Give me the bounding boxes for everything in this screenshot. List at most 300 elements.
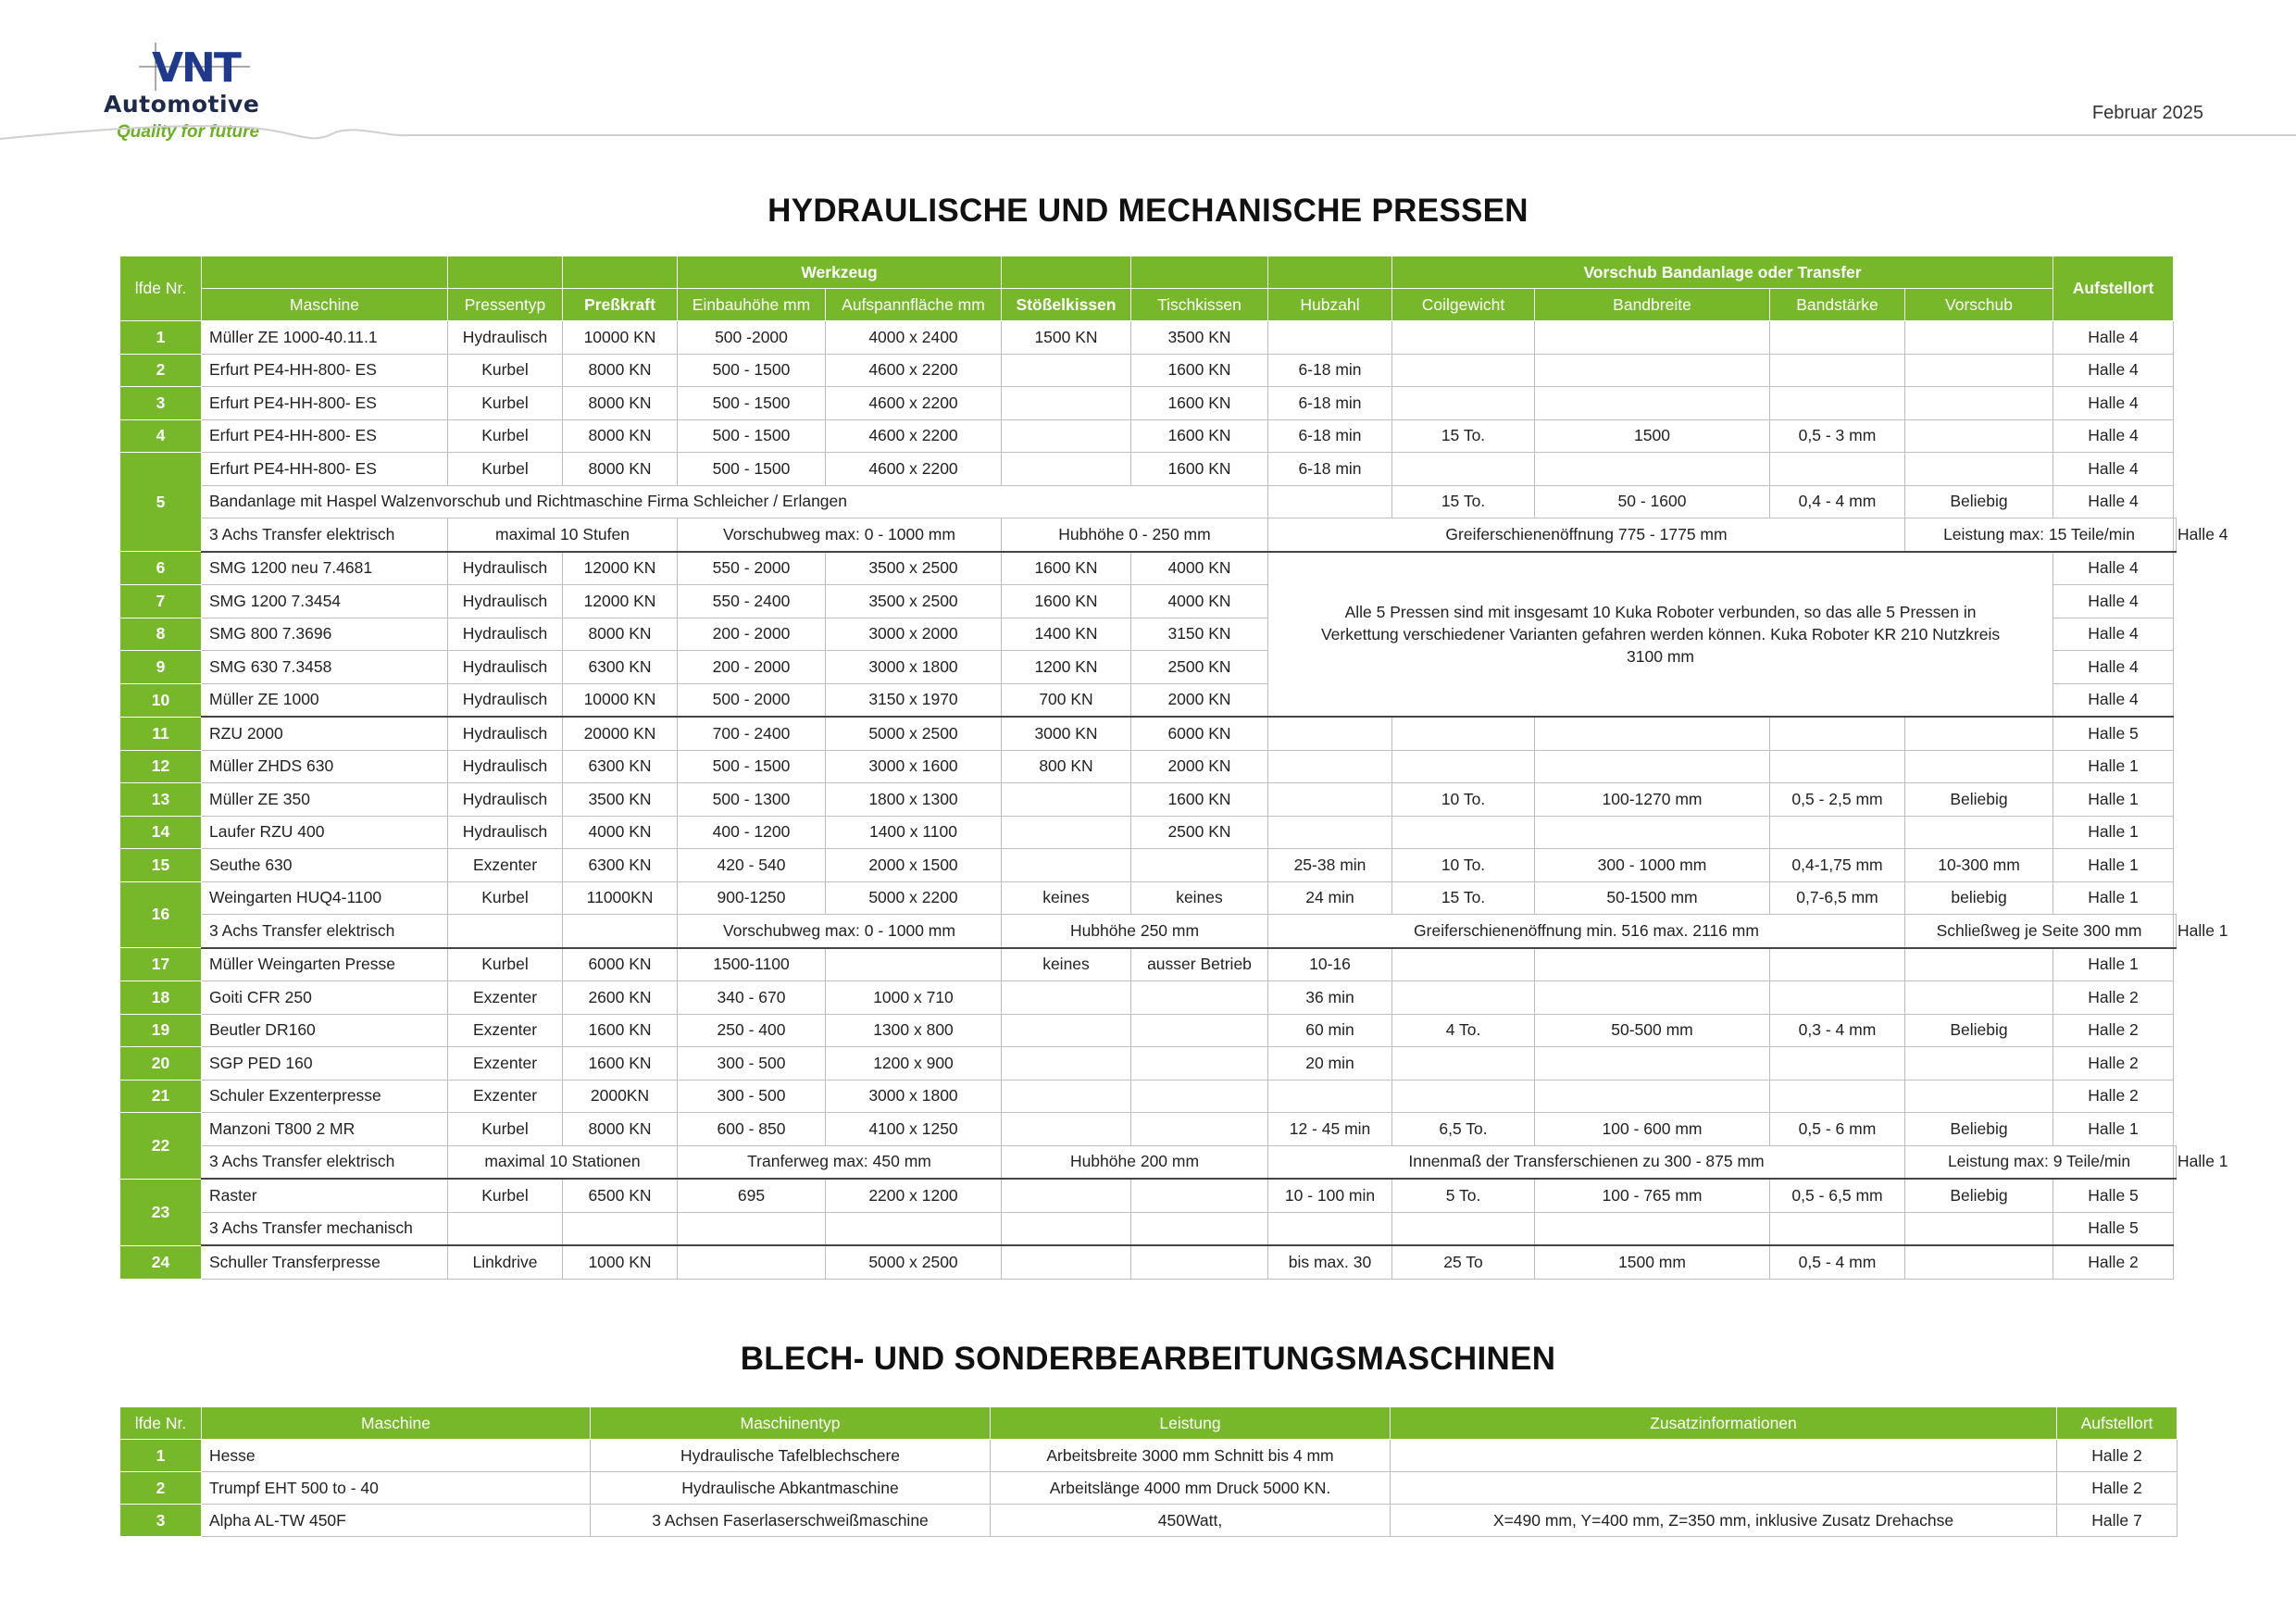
cell xyxy=(1905,453,2053,486)
cell: 900-1250 xyxy=(678,881,826,915)
cell: 300 - 1000 mm xyxy=(1535,849,1770,882)
cell-maschine: Müller ZE 1000-40.11.1 xyxy=(202,321,448,355)
cell xyxy=(1535,981,1770,1015)
cell: 0,4-1,75 mm xyxy=(1770,849,1905,882)
table-row xyxy=(120,485,2177,518)
cell: 1500 xyxy=(1535,419,1770,453)
cell: Kurbel xyxy=(448,419,563,453)
brand-automotive: Automotive xyxy=(104,91,260,118)
cell-maschine: 3 Achs Transfer mechanisch xyxy=(202,1212,448,1245)
cell xyxy=(1002,981,1131,1015)
cell-maschine: Trumpf EHT 500 to - 40 xyxy=(202,1472,591,1505)
cell xyxy=(1002,1047,1131,1081)
cell: 11000KN xyxy=(563,881,678,915)
cell: 300 - 500 xyxy=(678,1080,826,1113)
cell: 15 To. xyxy=(1392,881,1535,915)
cell: ausser Betrieb xyxy=(1131,948,1268,981)
cell: 3 Achsen Faserlaserschweißmaschine xyxy=(591,1505,991,1537)
cell-maschine: SMG 630 7.3458 xyxy=(202,651,448,684)
cell xyxy=(1770,453,1905,486)
cell xyxy=(1905,1047,2053,1081)
row-number: 2 xyxy=(120,1472,202,1505)
cell: Halle 4 xyxy=(2174,518,2177,552)
cell xyxy=(1131,1113,1268,1146)
cell: 3150 KN xyxy=(1131,618,1268,651)
cell: 3000 x 1800 xyxy=(826,1080,1002,1113)
row-number: 8 xyxy=(120,618,202,651)
cell xyxy=(1392,750,1535,783)
cell: 1200 x 900 xyxy=(826,1047,1002,1081)
cell: Hydraulisch xyxy=(448,717,563,750)
cell xyxy=(563,915,678,948)
cell: 6-18 min xyxy=(1268,419,1392,453)
cell: 4000 KN xyxy=(1131,552,1268,585)
row-number: 20 xyxy=(120,1047,202,1081)
cell xyxy=(1905,1245,2053,1279)
cell xyxy=(1392,1080,1535,1113)
cell: 1000 x 710 xyxy=(826,981,1002,1015)
cell: 2500 KN xyxy=(1131,816,1268,849)
cell: 500 - 1500 xyxy=(678,354,826,387)
cell: Halle 1 xyxy=(2174,915,2177,948)
cell: 500 - 1500 xyxy=(678,453,826,486)
cell-maschine: Erfurt PE4-HH-800- ES xyxy=(202,354,448,387)
col-ort: Aufstellort xyxy=(2053,256,2174,321)
cell: Hubhöhe 0 - 250 mm xyxy=(1002,518,1268,552)
cell: 0,5 - 6,5 mm xyxy=(1770,1179,1905,1212)
cell: 3000 KN xyxy=(1002,717,1131,750)
table-row xyxy=(120,419,2177,453)
cell-maschine: Schuler Exzenterpresse xyxy=(202,1080,448,1113)
table-row xyxy=(120,849,2177,882)
cell: 6300 KN xyxy=(563,651,678,684)
cell: Halle 1 xyxy=(2053,1113,2174,1146)
cell-maschine: SMG 800 7.3696 xyxy=(202,618,448,651)
cell xyxy=(1535,453,1770,486)
cell: Kurbel xyxy=(448,1179,563,1212)
cell-maschine: Müller ZE 1000 xyxy=(202,683,448,717)
cell: Hydraulisch xyxy=(448,585,563,618)
row-number: 4 xyxy=(120,419,202,453)
col-stoessel: Stößelkissen xyxy=(1002,289,1131,321)
cell: Halle 1 xyxy=(2053,783,2174,817)
cell xyxy=(1535,1047,1770,1081)
cell-maschine: SMG 1200 neu 7.4681 xyxy=(202,552,448,585)
table-row xyxy=(120,881,2177,915)
row-number: 2 xyxy=(120,354,202,387)
cell xyxy=(1905,981,2053,1015)
cell xyxy=(1770,321,1905,355)
cell: 0,5 - 2,5 mm xyxy=(1770,783,1905,817)
col-vorschub: Vorschub xyxy=(1905,289,2053,321)
cell: 0,5 - 6 mm xyxy=(1770,1113,1905,1146)
cell: 2200 x 1200 xyxy=(826,1179,1002,1212)
col-presskraft: Preßkraft xyxy=(563,289,678,321)
cell-maschine: Raster xyxy=(202,1179,448,1212)
cell xyxy=(1535,948,1770,981)
cell: 550 - 2400 xyxy=(678,585,826,618)
row-number: 3 xyxy=(120,1505,202,1537)
row-number: 1 xyxy=(120,1440,202,1472)
table-row xyxy=(120,948,2177,981)
cell: 0,4 - 4 mm xyxy=(1770,485,1905,518)
row-number: 11 xyxy=(120,717,202,750)
cell xyxy=(826,948,1002,981)
col-einbauhoehe: Einbauhöhe mm xyxy=(678,289,826,321)
cell: 3000 x 1800 xyxy=(826,651,1002,684)
row-number: 15 xyxy=(120,849,202,882)
cell: 4600 x 2200 xyxy=(826,419,1002,453)
table-row xyxy=(120,783,2177,817)
cell: keines xyxy=(1131,881,1268,915)
table-row xyxy=(120,915,2177,948)
cell xyxy=(1905,354,2053,387)
cell: 1000 KN xyxy=(563,1245,678,1279)
cell: 10-16 xyxy=(1268,948,1392,981)
cell xyxy=(678,1245,826,1279)
cell xyxy=(1535,1212,1770,1245)
cell: 25 To xyxy=(1392,1245,1535,1279)
col-maschine: Maschine xyxy=(202,289,448,321)
cell: Kurbel xyxy=(448,387,563,420)
cell: 50-500 mm xyxy=(1535,1014,1770,1047)
cell: 200 - 2000 xyxy=(678,618,826,651)
cell: 5000 x 2500 xyxy=(826,1245,1002,1279)
cell xyxy=(1770,816,1905,849)
cell: 10 To. xyxy=(1392,783,1535,817)
row-number: 1 xyxy=(120,321,202,355)
cell xyxy=(1131,849,1268,882)
cell: Kurbel xyxy=(448,1113,563,1146)
cell-maschine: Müller ZHDS 630 xyxy=(202,750,448,783)
cell: Vorschubweg max: 0 - 1000 mm xyxy=(678,915,1002,948)
table-row xyxy=(120,981,2177,1015)
cell-maschine: Manzoni T800 2 MR xyxy=(202,1113,448,1146)
row-number: 6 xyxy=(120,552,202,585)
cell: 36 min xyxy=(1268,981,1392,1015)
table-row xyxy=(120,1080,2177,1113)
col-hubzahl: Hubzahl xyxy=(1268,289,1392,321)
table-row xyxy=(120,321,2177,355)
cell-maschine: Schuller Transferpresse xyxy=(202,1245,448,1279)
cell xyxy=(1391,1440,2057,1472)
cell: 8000 KN xyxy=(563,387,678,420)
cell: 12 - 45 min xyxy=(1268,1113,1392,1146)
col-aufspann: Aufspannfläche mm xyxy=(826,289,1002,321)
cell: 450Watt, xyxy=(991,1505,1391,1537)
cell-maschine: Laufer RZU 400 xyxy=(202,816,448,849)
cell xyxy=(1002,387,1131,420)
cell xyxy=(448,915,563,948)
cell: Hubhöhe 200 mm xyxy=(1002,1145,1268,1179)
row-number: 7 xyxy=(120,585,202,618)
table-row xyxy=(120,750,2177,783)
cell: 25-38 min xyxy=(1268,849,1392,882)
table-row xyxy=(120,1245,2177,1279)
cell: 100 - 765 mm xyxy=(1535,1179,1770,1212)
cell: 5000 x 2500 xyxy=(826,717,1002,750)
col-group-werkzeug: Werkzeug xyxy=(678,256,1002,289)
cell: Halle 4 xyxy=(2053,453,2174,486)
cell: 2000KN xyxy=(563,1080,678,1113)
cell xyxy=(1392,354,1535,387)
cell: 6,5 To. xyxy=(1392,1113,1535,1146)
cell: 4600 x 2200 xyxy=(826,453,1002,486)
cell: Halle 4 xyxy=(2053,552,2174,585)
table-row xyxy=(120,453,2177,486)
row-number: 5 xyxy=(120,453,202,552)
cell: Hydraulisch xyxy=(448,683,563,717)
row-number: 21 xyxy=(120,1080,202,1113)
robot-note: Alle 5 Pressen sind mit insgesamt 10 Kuka Roboter verbunden, so das alle 5 Pressen in Verkettung verschiedener Varianten gefahren werden können. Kuka Roboter KR 210 Nutzkreis 3100 mm xyxy=(1268,552,2053,718)
cell: 6-18 min xyxy=(1268,354,1392,387)
cell: Greiferschienenöffnung min. 516 max. 2116 mm xyxy=(1268,915,1905,948)
cell: Beliebig xyxy=(1905,783,2053,817)
cell: Hydraulische Abkantmaschine xyxy=(591,1472,991,1505)
cell: 50 - 1600 xyxy=(1535,485,1770,518)
table-row xyxy=(120,354,2177,387)
cell: Halle 4 xyxy=(2053,321,2174,355)
row-number: 10 xyxy=(120,683,202,717)
cell xyxy=(1535,750,1770,783)
table-row xyxy=(120,1505,2177,1537)
cell: 1600 KN xyxy=(563,1047,678,1081)
cell: 250 - 400 xyxy=(678,1014,826,1047)
cell-maschine: 3 Achs Transfer elektrisch xyxy=(202,915,448,948)
cell: Kurbel xyxy=(448,453,563,486)
cell: Halle 1 xyxy=(2053,849,2174,882)
cell: 1600 KN xyxy=(563,1014,678,1047)
col-ort: Aufstellort xyxy=(2057,1407,2177,1440)
cell: 340 - 670 xyxy=(678,981,826,1015)
cell: Beliebig xyxy=(1905,485,2053,518)
col-coil: Coilgewicht xyxy=(1392,289,1535,321)
cell: 2600 KN xyxy=(563,981,678,1015)
cell: Halle 1 xyxy=(2053,881,2174,915)
cell xyxy=(1002,849,1131,882)
table-row xyxy=(120,1472,2177,1505)
cell-maschine: 3 Achs Transfer elektrisch xyxy=(202,1145,448,1179)
cell xyxy=(1002,453,1131,486)
cell: 3500 KN xyxy=(563,783,678,817)
cell xyxy=(1905,387,2053,420)
cell: 4000 x 2400 xyxy=(826,321,1002,355)
table-row xyxy=(120,1179,2177,1212)
cell xyxy=(1905,1080,2053,1113)
cell xyxy=(826,1212,1002,1245)
brand-slogan: Quality for future xyxy=(117,122,260,142)
cell-maschine: Seuthe 630 xyxy=(202,849,448,882)
cell: maximal 10 Stationen xyxy=(448,1145,678,1179)
cell: 500 - 1500 xyxy=(678,750,826,783)
cell-maschine: Beutler DR160 xyxy=(202,1014,448,1047)
row-number: 9 xyxy=(120,651,202,684)
cell: 50-1500 mm xyxy=(1535,881,1770,915)
cell: Schließweg je Seite 300 mm xyxy=(1905,915,2174,948)
table-subheader-row xyxy=(120,289,2177,321)
cell: 10000 KN xyxy=(563,683,678,717)
table-row xyxy=(120,816,2177,849)
cell: 800 KN xyxy=(1002,750,1131,783)
cell: 12000 KN xyxy=(563,552,678,585)
cell: Hydraulisch xyxy=(448,651,563,684)
table-row xyxy=(120,717,2177,750)
cell: 6300 KN xyxy=(563,750,678,783)
cell: 12000 KN xyxy=(563,585,678,618)
cell: Halle 2 xyxy=(2053,1047,2174,1081)
cell: Exzenter xyxy=(448,1047,563,1081)
svg-text:VNT: VNT xyxy=(152,44,240,92)
col-zusatz: Zusatzinformationen xyxy=(1391,1407,2057,1440)
row-number: 17 xyxy=(120,948,202,981)
cell-maschine: SMG 1200 7.3454 xyxy=(202,585,448,618)
cell: 4000 KN xyxy=(1131,585,1268,618)
col-tisch: Tischkissen xyxy=(1131,289,1268,321)
cell xyxy=(1268,717,1392,750)
cell-maschine: Erfurt PE4-HH-800- ES xyxy=(202,453,448,486)
cell xyxy=(1770,981,1905,1015)
section-title-presses: HYDRAULISCHE UND MECHANISCHE PRESSEN xyxy=(767,193,1529,229)
cell xyxy=(1905,750,2053,783)
cell: 10-300 mm xyxy=(1905,849,2053,882)
cell: Kurbel xyxy=(448,948,563,981)
cell: 1600 KN xyxy=(1131,419,1268,453)
cell: Halle 5 xyxy=(2053,1179,2174,1212)
table-row xyxy=(120,1047,2177,1081)
cell: Halle 4 xyxy=(2053,683,2174,717)
cell: Beliebig xyxy=(1905,1179,2053,1212)
cell: Halle 4 xyxy=(2053,387,2174,420)
col-bandbreite: Bandbreite xyxy=(1535,289,1770,321)
cell xyxy=(1770,1047,1905,1081)
cell: 500 - 1500 xyxy=(678,387,826,420)
cell: bis max. 30 xyxy=(1268,1245,1392,1279)
col-group-vorschub: Vorschub Bandanlage oder Transfer xyxy=(1392,256,2053,289)
cell: Innenmaß der Transferschienen zu 300 - 875 mm xyxy=(1268,1145,1905,1179)
table-row xyxy=(120,1440,2177,1472)
cell: beliebig xyxy=(1905,881,2053,915)
cell xyxy=(1905,1212,2053,1245)
cell: X=490 mm, Y=400 mm, Z=350 mm, inklusive Zusatz Drehachse xyxy=(1391,1505,2057,1537)
cell xyxy=(1535,717,1770,750)
cell: 2500 KN xyxy=(1131,651,1268,684)
cell: 1500-1100 xyxy=(678,948,826,981)
cell: Halle 1 xyxy=(2053,948,2174,981)
cell: 0,5 - 4 mm xyxy=(1770,1245,1905,1279)
cell: 60 min xyxy=(1268,1014,1392,1047)
cell: Tranferweg max: 450 mm xyxy=(678,1145,1002,1179)
cell-maschine: Müller ZE 350 xyxy=(202,783,448,817)
col-nr: lfde Nr. xyxy=(120,256,202,321)
cell: 550 - 2000 xyxy=(678,552,826,585)
presses-table xyxy=(119,256,2228,1280)
cell: Leistung max: 15 Teile/min xyxy=(1905,518,2174,552)
cell: 1500 mm xyxy=(1535,1245,1770,1279)
cell: Exzenter xyxy=(448,849,563,882)
cell xyxy=(1392,453,1535,486)
cell: Halle 2 xyxy=(2053,1014,2174,1047)
cell xyxy=(1392,816,1535,849)
cell: 6000 KN xyxy=(563,948,678,981)
cell: 15 To. xyxy=(1392,419,1535,453)
cell xyxy=(1268,783,1392,817)
cell: 8000 KN xyxy=(563,618,678,651)
row-number: 13 xyxy=(120,783,202,817)
cell: Beliebig xyxy=(1905,1113,2053,1146)
cell: 2000 KN xyxy=(1131,683,1268,717)
cell xyxy=(1131,981,1268,1015)
cell-maschine: SGP PED 160 xyxy=(202,1047,448,1081)
cell: Arbeitslänge 4000 mm Druck 5000 KN. xyxy=(991,1472,1391,1505)
cell xyxy=(1268,321,1392,355)
cell: Halle 4 xyxy=(2053,419,2174,453)
cell: 5000 x 2200 xyxy=(826,881,1002,915)
cell xyxy=(1770,354,1905,387)
cell-maschine: Müller Weingarten Presse xyxy=(202,948,448,981)
cell: 500 -2000 xyxy=(678,321,826,355)
cell xyxy=(1002,1014,1131,1047)
cell: 3500 x 2500 xyxy=(826,585,1002,618)
cell: 6000 KN xyxy=(1131,717,1268,750)
col-bandstaerke: Bandstärke xyxy=(1770,289,1905,321)
row-number: 23 xyxy=(120,1179,202,1245)
cell: 1600 KN xyxy=(1131,387,1268,420)
cell: 695 xyxy=(678,1179,826,1212)
cell-bandanlage: Bandanlage mit Haspel Walzenvorschub und Richtmaschine Firma Schleicher / Erlangen xyxy=(202,485,1268,518)
cell: Exzenter xyxy=(448,1080,563,1113)
cell xyxy=(1770,717,1905,750)
cell: 2000 x 1500 xyxy=(826,849,1002,882)
row-number: 24 xyxy=(120,1245,202,1279)
cell: 3150 x 1970 xyxy=(826,683,1002,717)
cell: Hubhöhe 250 mm xyxy=(1002,915,1268,948)
cell xyxy=(1392,981,1535,1015)
cell xyxy=(1131,1245,1268,1279)
cell xyxy=(1268,816,1392,849)
cell: Halle 5 xyxy=(2053,717,2174,750)
cell: 5 To. xyxy=(1392,1179,1535,1212)
cell-maschine: Erfurt PE4-HH-800- ES xyxy=(202,419,448,453)
cell: 420 - 540 xyxy=(678,849,826,882)
sheet-metal-table xyxy=(119,1406,2177,1537)
row-number: 16 xyxy=(120,881,202,948)
cell xyxy=(1905,321,2053,355)
table-row xyxy=(120,1113,2177,1146)
cell: 6-18 min xyxy=(1268,453,1392,486)
cell xyxy=(1002,1179,1131,1212)
vnt-logo-mark xyxy=(139,43,250,91)
row-number: 19 xyxy=(120,1014,202,1047)
cell xyxy=(1002,1245,1131,1279)
cell: Hydraulisch xyxy=(448,816,563,849)
cell: 20000 KN xyxy=(563,717,678,750)
cell: 1200 KN xyxy=(1002,651,1131,684)
cell: 700 - 2400 xyxy=(678,717,826,750)
cell: Beliebig xyxy=(1905,1014,2053,1047)
cell xyxy=(1002,419,1131,453)
table-row xyxy=(120,518,2177,552)
cell: 8000 KN xyxy=(563,453,678,486)
col-nr: lfde Nr. xyxy=(120,1407,202,1440)
cell xyxy=(1002,783,1131,817)
table-row xyxy=(120,387,2177,420)
table-row xyxy=(120,552,2177,585)
cell: 4100 x 1250 xyxy=(826,1113,1002,1146)
cell: 500 - 2000 xyxy=(678,683,826,717)
cell: 700 KN xyxy=(1002,683,1131,717)
cell xyxy=(1268,1212,1392,1245)
cell: Halle 1 xyxy=(2174,1145,2177,1179)
